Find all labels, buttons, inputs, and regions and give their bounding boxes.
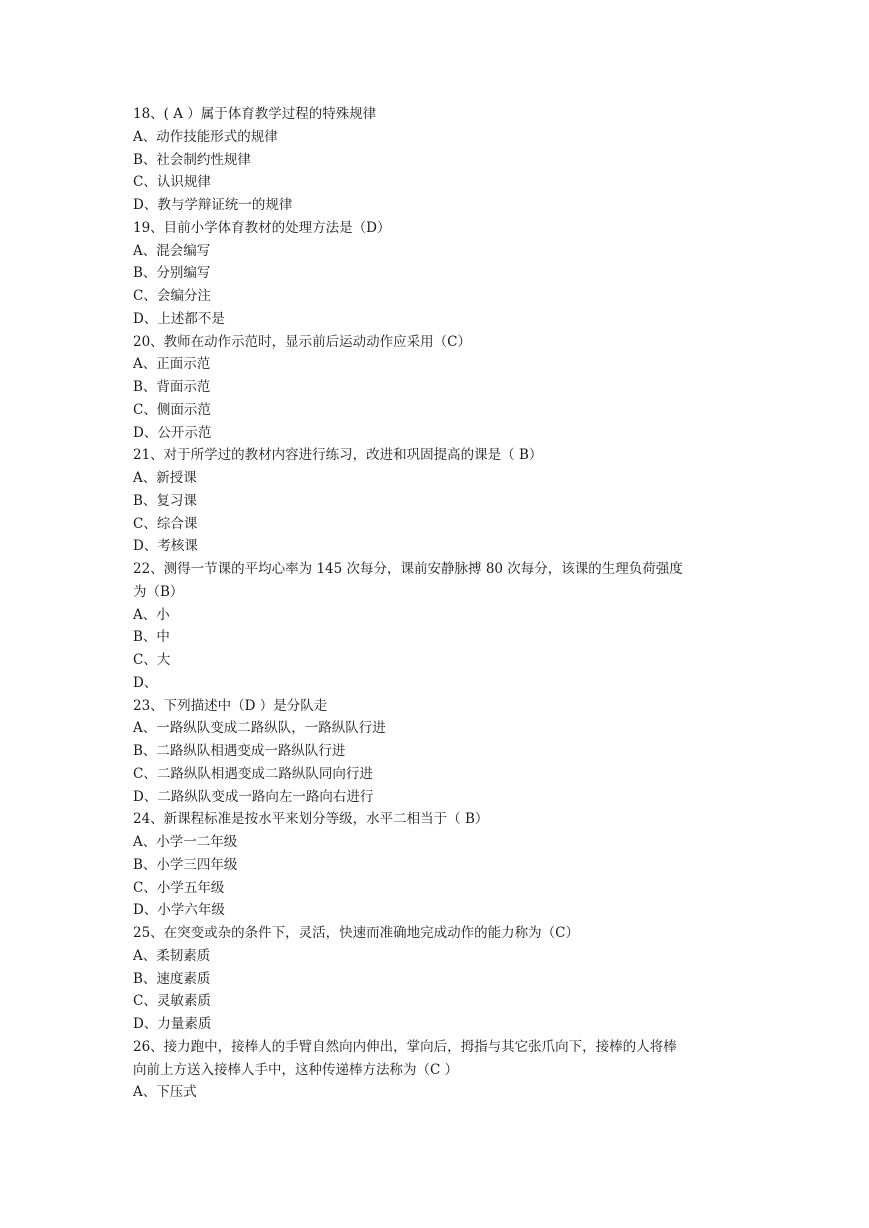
question-21-option-d: D、考核课 <box>133 538 198 555</box>
question-23-option-b: B、二路纵队相遇变成一路纵队行进 <box>133 743 346 759</box>
question-24-stem: 24、新课程标准是按水平来划分等级，水平二相当于（ B） <box>133 811 489 828</box>
question-18-option-d: D、教与学辩证统一的规律 <box>133 197 293 213</box>
question-18-stem: 18、( A ）属于体育教学过程的特殊规律 <box>133 106 377 122</box>
question-25-stem: 25、在突变或杂的条件下，灵活，快速而准确地完成动作的能力称为（C） <box>133 925 580 941</box>
question-25-option-d: D、力量素质 <box>133 1016 212 1032</box>
question-21-option-c: C、综合课 <box>133 515 198 532</box>
question-24-option-c: C、小学五年级 <box>133 879 225 896</box>
question-19-option-b: B、分别编写 <box>133 265 211 282</box>
question-21-option-a: A、新授课 <box>133 470 197 486</box>
question-26-option-a: A、下压式 <box>133 1084 197 1101</box>
question-22-stem: 22、测得一节课的平均心率为 145 次每分，课前安静脉搏 80 次每分，该课的生理负荷强度 <box>133 561 683 577</box>
question-22-stem-continued: 为（B） <box>133 583 184 600</box>
question-22-option-c: C、大 <box>133 652 171 668</box>
question-25-option-a: A、柔韧素质 <box>133 947 211 964</box>
question-22-option-b: B、中 <box>133 629 170 646</box>
question-20-stem: 20、教师在动作示范时，显示前后运动动作应采用（C） <box>133 333 472 350</box>
question-19-option-c: C、会编分注 <box>133 288 211 304</box>
question-26-stem-continued: 向前上方送入接棒人手中，这种传递棒方法称为（C ） <box>133 1061 459 1078</box>
question-text-block <box>133 103 753 1104</box>
question-24-option-a: A、小学一二年级 <box>133 834 238 850</box>
question-20-option-c: C、侧面示范 <box>133 401 211 418</box>
question-22-option-d: D、 <box>133 674 158 691</box>
question-20-option-d: D、公开示范 <box>133 424 212 441</box>
question-19-stem: 19、目前小学体育教材的处理方法是（D） <box>133 219 391 236</box>
question-19-option-a: A、混会编写 <box>133 242 211 259</box>
question-21-stem: 21、对于所学过的教材内容进行练习，改进和巩固提高的课是（ B） <box>133 447 543 464</box>
question-26-stem: 26、接力跑中，接棒人的手臂自然向内伸出，掌向后，拇指与其它张爪向下，接棒的人将棒 <box>133 1038 677 1055</box>
question-20-option-b: B、背面示范 <box>133 379 211 395</box>
question-18-option-c: C、认识规律 <box>133 174 211 191</box>
question-23-stem: 23、下列描述中（D ）是分队走 <box>133 697 328 714</box>
question-24-option-d: D、小学六年级 <box>133 902 225 919</box>
question-25-option-b: B、速度素质 <box>133 970 211 987</box>
question-23-option-a: A、一路纵队变成二路纵队，一路纵队行进 <box>133 720 386 737</box>
question-23-option-c: C、二路纵队相遇变成二路纵队同向行进 <box>133 765 373 782</box>
question-24-option-b: B、小学三四年级 <box>133 856 238 873</box>
question-18-option-a: A、动作技能形式的规律 <box>133 128 278 145</box>
question-21-option-b: B、复习课 <box>133 492 197 509</box>
question-22-option-a: A、小 <box>133 606 170 623</box>
question-18-option-b: B、社会制约性规律 <box>133 151 251 168</box>
question-25-option-c: C、灵敏素质 <box>133 993 211 1010</box>
question-19-option-d: D、上述都不是 <box>133 310 225 327</box>
question-23-option-d: D、二路纵队变成一路向左一路向右进行 <box>133 788 374 805</box>
question-20-option-a: A、正面示范 <box>133 356 211 373</box>
